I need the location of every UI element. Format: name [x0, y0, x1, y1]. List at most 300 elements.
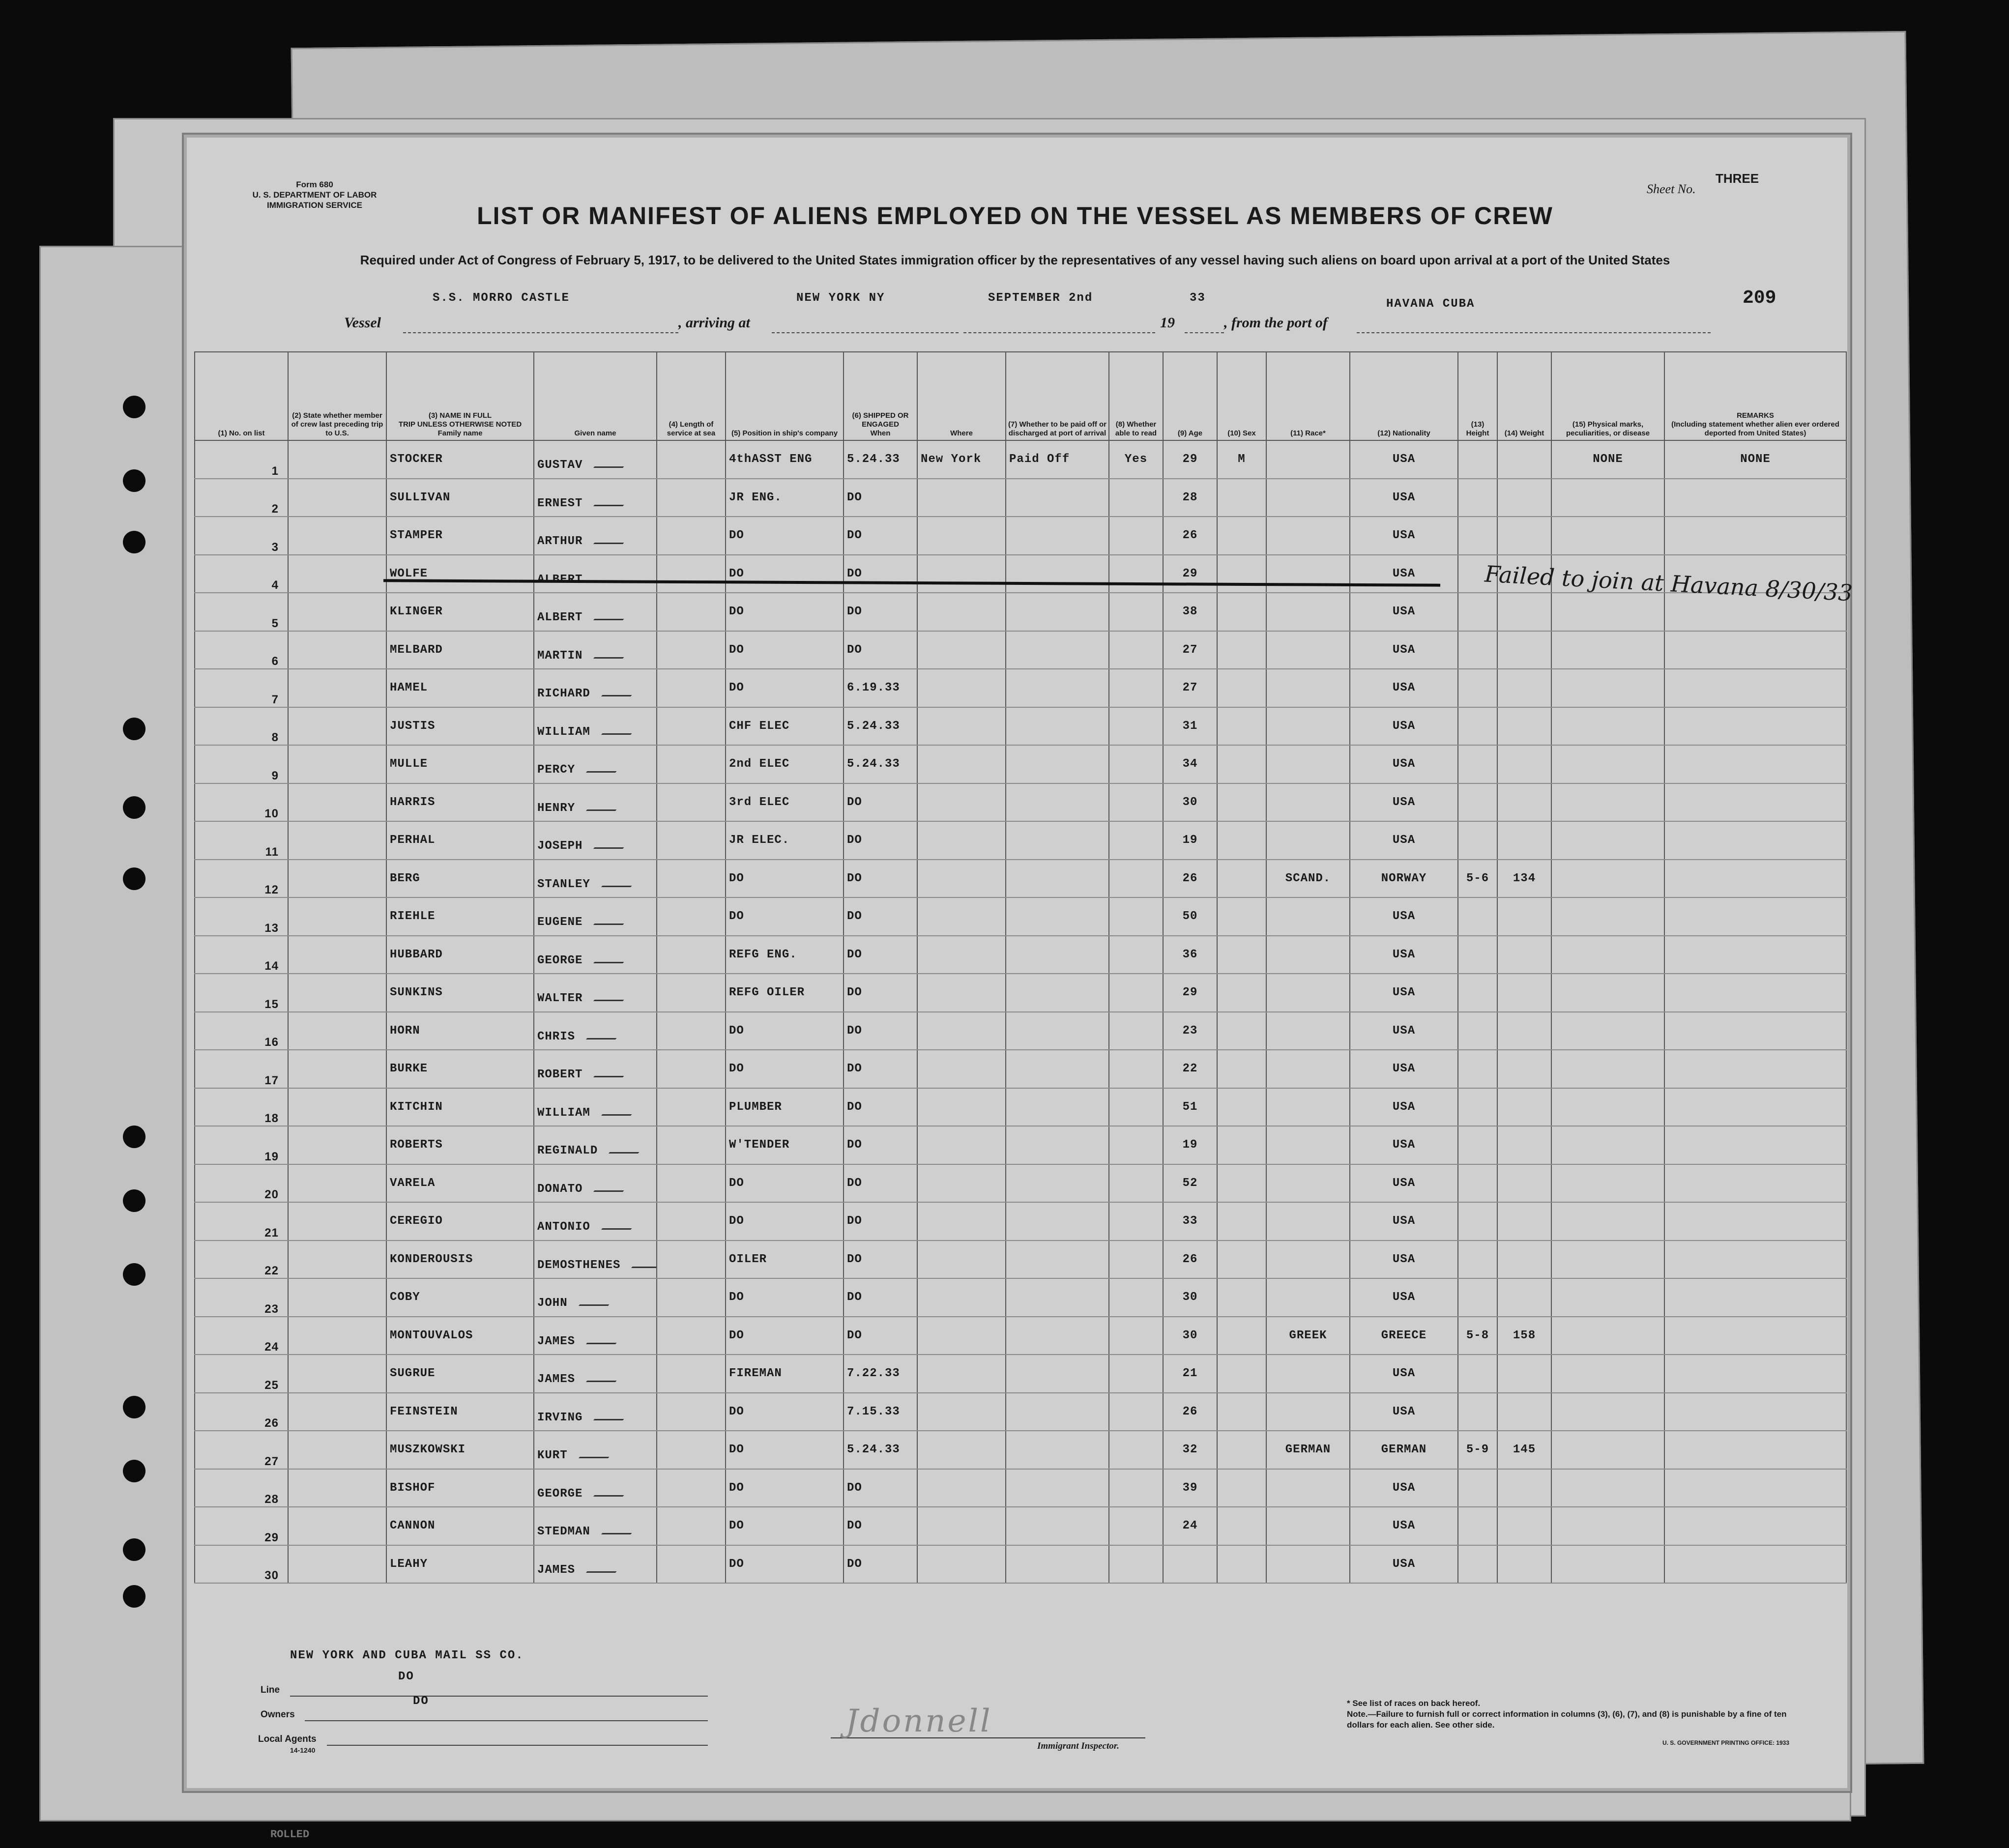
age-cell: 29: [1163, 974, 1217, 1012]
preceding-trip-cell: [288, 897, 386, 936]
shipped-where-cell: [917, 897, 1006, 936]
nationality-cell: USA: [1350, 897, 1458, 936]
check-mark-icon: [601, 675, 648, 696]
sex-cell: [1217, 517, 1266, 555]
read-cell: [1109, 1278, 1163, 1317]
table-row: [195, 1545, 1846, 1584]
row-number: 24: [195, 1317, 288, 1355]
family-name-cell: FEINSTEIN: [386, 1393, 534, 1431]
height-cell: [1458, 1393, 1497, 1431]
nationality-cell: USA: [1350, 1126, 1458, 1164]
year-rule: [1185, 332, 1224, 333]
race-cell: [1266, 1545, 1350, 1584]
age-cell: 31: [1163, 707, 1217, 746]
age-cell: 26: [1163, 860, 1217, 898]
service: IMMIGRATION SERVICE: [267, 201, 362, 210]
preceding-trip-cell: [288, 1507, 386, 1545]
paid-off-cell: [1006, 821, 1109, 860]
from-rule: [1357, 332, 1711, 333]
position-cell: DO: [726, 1012, 844, 1050]
row-number: 26: [195, 1393, 288, 1431]
shipped-where-cell: [917, 1393, 1006, 1431]
paid-off-cell: [1006, 593, 1109, 631]
remarks-cell: [1664, 1469, 1846, 1507]
sex-cell: [1217, 669, 1266, 707]
sex-cell: [1217, 1050, 1266, 1088]
position-cell: DO: [726, 555, 844, 593]
row-number: 16: [195, 1012, 288, 1050]
race-cell: [1266, 631, 1350, 669]
age-cell: 19: [1163, 821, 1217, 860]
nationality-cell: USA: [1350, 1507, 1458, 1545]
given-name-cell: [534, 1241, 657, 1279]
service-length-cell: [657, 745, 726, 783]
arriving-label: , arriving at: [678, 315, 750, 331]
given-name-text: WALTER: [537, 992, 583, 1006]
given-name-text: JAMES: [537, 1563, 576, 1577]
read-cell: [1109, 707, 1163, 746]
given-name-cell: [534, 440, 657, 479]
table-row: [195, 1431, 1846, 1469]
col-family-name: [386, 352, 534, 440]
preceding-trip-cell: [288, 1126, 386, 1164]
service-length-cell: [657, 593, 726, 631]
service-length-cell: [657, 555, 726, 593]
given-name-text: ARTHUR: [537, 535, 583, 549]
height-cell: 5-9: [1458, 1431, 1497, 1469]
paid-off-cell: [1006, 1202, 1109, 1241]
row-number: 20: [195, 1164, 288, 1203]
preceding-trip-cell: [288, 974, 386, 1012]
position-cell: DO: [726, 897, 844, 936]
family-name-cell: JUSTIS: [386, 707, 534, 746]
paid-off-cell: [1006, 783, 1109, 822]
row-number: 25: [195, 1355, 288, 1393]
service-length-cell: [657, 897, 726, 936]
shipped-when-cell: 6.19.33: [844, 669, 917, 707]
age-cell: 36: [1163, 936, 1217, 974]
race-cell: [1266, 1126, 1350, 1164]
col-shipped-where: Where: [917, 352, 1006, 440]
weight-cell: [1497, 936, 1551, 974]
shipped-where-cell: [917, 1507, 1006, 1545]
age-cell: [1163, 1545, 1217, 1584]
remarks-cell: [1664, 1355, 1846, 1393]
preceding-trip-cell: [288, 593, 386, 631]
age-cell: 30: [1163, 1317, 1217, 1355]
age-cell: 29: [1163, 440, 1217, 479]
race-cell: [1266, 1088, 1350, 1126]
height-cell: [1458, 1164, 1497, 1203]
service-length-cell: [657, 479, 726, 517]
given-name-cell: [534, 1126, 657, 1164]
paid-off-cell: [1006, 1355, 1109, 1393]
read-cell: [1109, 745, 1163, 783]
row-number: 22: [195, 1241, 288, 1279]
marks-cell: [1551, 821, 1664, 860]
age-cell: 33: [1163, 1202, 1217, 1241]
sex-cell: [1217, 1278, 1266, 1317]
line-label: Line: [261, 1685, 280, 1695]
table-row: [195, 1278, 1846, 1317]
age-cell: 32: [1163, 1431, 1217, 1469]
sex-cell: [1217, 707, 1266, 746]
shipped-where-cell: [917, 745, 1006, 783]
paid-off-cell: [1006, 1469, 1109, 1507]
nationality-cell: USA: [1350, 974, 1458, 1012]
marks-cell: [1551, 631, 1664, 669]
weight-cell: [1497, 1545, 1551, 1584]
given-name-text: ERNEST: [537, 496, 583, 510]
inspector-signature: [831, 1703, 1145, 1738]
service-length-cell: [657, 631, 726, 669]
sex-cell: [1217, 860, 1266, 898]
position-cell: DO: [726, 1469, 844, 1507]
check-mark-icon: [631, 1247, 657, 1268]
remarks-cell: [1664, 1393, 1846, 1431]
position-cell: DO: [726, 1507, 844, 1545]
height-cell: [1458, 479, 1497, 517]
check-mark-icon: [601, 1209, 648, 1230]
family-name-cell: BISHOF: [386, 1469, 534, 1507]
shipped-when-cell: DO: [844, 1241, 917, 1279]
read-cell: [1109, 936, 1163, 974]
remarks-cell: [1664, 1164, 1846, 1203]
age-cell: 29: [1163, 555, 1217, 593]
shipped-when-cell: DO: [844, 1278, 917, 1317]
check-mark-icon: [593, 1056, 641, 1077]
table-row: [195, 1393, 1846, 1431]
family-name-cell: WOLFE: [386, 555, 534, 593]
row-number: 27: [195, 1431, 288, 1469]
remarks-cell: [1664, 1202, 1846, 1241]
marks-cell: [1551, 1431, 1664, 1469]
back-page-stamp: ROLLED: [270, 1828, 310, 1841]
col-number: (1) No. on list: [195, 352, 288, 440]
age-cell: 39: [1163, 1469, 1217, 1507]
paid-off-cell: [1006, 1317, 1109, 1355]
col-age: (9) Age: [1163, 352, 1217, 440]
given-name-text: IRVING: [537, 1411, 583, 1424]
weight-cell: 145: [1497, 1431, 1551, 1469]
given-name-cell: [534, 1317, 657, 1355]
weight-cell: [1497, 669, 1551, 707]
remarks-cell: NONE: [1664, 440, 1846, 479]
family-name-cell: LEAHY: [386, 1545, 534, 1584]
given-name-cell: [534, 1545, 657, 1584]
row-number: 5: [195, 593, 288, 631]
shipped-when-cell: DO: [844, 593, 917, 631]
race-cell: [1266, 479, 1350, 517]
row-number: 11: [195, 821, 288, 860]
check-mark-icon: [593, 1475, 641, 1497]
sex-cell: [1217, 1317, 1266, 1355]
line-rule: [290, 1696, 708, 1697]
position-cell: OILER: [726, 1241, 844, 1279]
marks-cell: [1551, 1507, 1664, 1545]
family-name-cell: STAMPER: [386, 517, 534, 555]
sex-cell: [1217, 1126, 1266, 1164]
sex-cell: [1217, 1507, 1266, 1545]
paid-off-cell: [1006, 707, 1109, 746]
height-cell: [1458, 593, 1497, 631]
from-label: , from the port of: [1224, 315, 1328, 331]
nationality-cell: USA: [1350, 1355, 1458, 1393]
table-row: [195, 1317, 1846, 1355]
given-name-text: KURT: [537, 1449, 568, 1463]
family-name-cell: RIEHLE: [386, 897, 534, 936]
paid-off-cell: [1006, 1050, 1109, 1088]
table-row: [195, 1088, 1846, 1126]
shipped-when-cell: 7.15.33: [844, 1393, 917, 1431]
read-cell: [1109, 631, 1163, 669]
shipped-where-cell: [917, 1355, 1006, 1393]
given-name-cell: [534, 1393, 657, 1431]
race-cell: [1266, 897, 1350, 936]
sex-cell: [1217, 1202, 1266, 1241]
read-cell: [1109, 1355, 1163, 1393]
shipped-where-cell: [917, 974, 1006, 1012]
service-length-cell: [657, 1012, 726, 1050]
remarks-cell: [1664, 669, 1846, 707]
given-name-text: HENRY: [537, 801, 576, 815]
age-cell: 50: [1163, 897, 1217, 936]
given-name-cell: [534, 860, 657, 898]
remarks-cell: [1664, 1050, 1846, 1088]
remarks-cell: [1664, 783, 1846, 822]
family-name-cell: SUGRUE: [386, 1355, 534, 1393]
family-name-cell: HORN: [386, 1012, 534, 1050]
height-cell: [1458, 1126, 1497, 1164]
preceding-trip-cell: [288, 1241, 386, 1279]
remarks-cell: [1664, 936, 1846, 974]
nationality-cell: USA: [1350, 745, 1458, 783]
shipped-when-cell: DO: [844, 897, 917, 936]
given-name-text: JAMES: [537, 1334, 576, 1348]
check-mark-icon: [609, 1132, 656, 1154]
age-cell: 23: [1163, 1012, 1217, 1050]
sex-cell: [1217, 479, 1266, 517]
paid-off-cell: [1006, 1164, 1109, 1203]
family-name-cell: COBY: [386, 1278, 534, 1317]
weight-cell: [1497, 479, 1551, 517]
agents-label: Local Agents: [258, 1734, 317, 1744]
form-code: 14-1240: [290, 1746, 316, 1754]
preceding-trip-cell: [288, 1355, 386, 1393]
check-mark-icon: [593, 1171, 641, 1192]
vessel-rule: [403, 332, 678, 333]
col-sex: (10) Sex: [1217, 352, 1266, 440]
shipped-where-cell: [917, 631, 1006, 669]
paid-off-cell: [1006, 1278, 1109, 1317]
marks-cell: [1551, 1126, 1664, 1164]
given-name-text: ALBERT: [537, 573, 583, 586]
read-cell: [1109, 1126, 1163, 1164]
nationality-cell: USA: [1350, 1088, 1458, 1126]
given-name-text: GUSTAV: [537, 459, 583, 472]
page-title: LIST OR MANIFEST OF ALIENS EMPLOYED ON THE VESSEL AS MEMBERS OF CREW: [477, 202, 1553, 230]
marks-cell: [1551, 479, 1664, 517]
paid-off-cell: [1006, 1241, 1109, 1279]
family-name-cell: MUSZKOWSKI: [386, 1431, 534, 1469]
read-cell: [1109, 555, 1163, 593]
col-service-length: (4) Length of service at sea: [657, 352, 726, 440]
shipped-where-cell: [917, 593, 1006, 631]
position-cell: DO: [726, 1050, 844, 1088]
col-able-to-read: (8) Whether able to read: [1109, 352, 1163, 440]
height-cell: [1458, 707, 1497, 746]
weight-cell: [1497, 783, 1551, 822]
shipped-when-cell: DO: [844, 860, 917, 898]
height-cell: [1458, 1050, 1497, 1088]
weight-cell: [1497, 1088, 1551, 1126]
check-mark-icon: [593, 523, 641, 544]
page-number: 209: [1743, 288, 1776, 309]
table-row: [195, 1202, 1846, 1241]
check-mark-icon: [601, 1513, 648, 1534]
service-length-cell: [657, 1545, 726, 1584]
read-cell: [1109, 1050, 1163, 1088]
position-cell: DO: [726, 517, 844, 555]
weight-cell: [1497, 1393, 1551, 1431]
table-row: [195, 1507, 1846, 1545]
sex-cell: [1217, 974, 1266, 1012]
nationality-cell: USA: [1350, 1012, 1458, 1050]
age-cell: 24: [1163, 1507, 1217, 1545]
preceding-trip-cell: [288, 631, 386, 669]
table-row: [195, 593, 1846, 631]
remarks-cell: [1664, 517, 1846, 555]
race-cell: [1266, 821, 1350, 860]
age-cell: 28: [1163, 479, 1217, 517]
shipped-where-cell: New York: [917, 440, 1006, 479]
handwritten-note: Failed to join at Havana 8/30/33: [1484, 560, 1854, 606]
family-name-cell: CANNON: [386, 1507, 534, 1545]
weight-cell: [1497, 974, 1551, 1012]
shipped-when-cell: DO: [844, 1126, 917, 1164]
table-row: [195, 669, 1846, 707]
row-number: 19: [195, 1126, 288, 1164]
race-cell: [1266, 669, 1350, 707]
nationality-cell: USA: [1350, 479, 1458, 517]
preceding-trip-cell: [288, 1202, 386, 1241]
given-name-text: GEORGE: [537, 953, 583, 967]
height-cell: [1458, 1241, 1497, 1279]
shipped-where-cell: [917, 860, 1006, 898]
marks-cell: [1551, 517, 1664, 555]
page-subtitle: Required under Act of Congress of February 5, 1917, to be delivered to the United States immigration officer by the representatives of any vessel having such aliens on board upon arrival at a port of the United States: [360, 253, 1670, 267]
shipped-when-cell: DO: [844, 555, 917, 593]
service-length-cell: [657, 669, 726, 707]
remarks-cell: [1664, 1241, 1846, 1279]
weight-cell: [1497, 1278, 1551, 1317]
col-name-label: (3) NAME IN FULL: [428, 411, 492, 420]
age-cell: 38: [1163, 593, 1217, 631]
col-remarks-note: (Including statement whether alien ever ordered deported from United States): [1671, 420, 1839, 437]
preceding-trip-cell: [288, 1317, 386, 1355]
weight-cell: [1497, 1241, 1551, 1279]
row-number: 17: [195, 1050, 288, 1088]
shipped-when-cell: 5.24.33: [844, 745, 917, 783]
given-name-cell: [534, 707, 657, 746]
paid-off-cell: [1006, 897, 1109, 936]
shipped-when-cell: DO: [844, 631, 917, 669]
marks-cell: [1551, 1278, 1664, 1317]
race-cell: [1266, 1164, 1350, 1203]
paid-off-cell: [1006, 1126, 1109, 1164]
nationality-cell: NORWAY: [1350, 860, 1458, 898]
given-name-cell: [534, 593, 657, 631]
preceding-trip-cell: [288, 669, 386, 707]
shipped-where-cell: [917, 1202, 1006, 1241]
shipped-when-cell: DO: [844, 783, 917, 822]
shipped-when-cell: 5.24.33: [844, 1431, 917, 1469]
given-name-text: EUGENE: [537, 916, 583, 929]
sex-cell: [1217, 1545, 1266, 1584]
marks-cell: [1551, 1202, 1664, 1241]
owners-rule: [305, 1720, 708, 1721]
read-cell: [1109, 1545, 1163, 1584]
preceding-trip-cell: [288, 1012, 386, 1050]
service-length-cell: [657, 936, 726, 974]
preceding-trip-cell: [288, 1050, 386, 1088]
shipped-when-cell: DO: [844, 1202, 917, 1241]
nationality-cell: USA: [1350, 1050, 1458, 1088]
paid-off-cell: [1006, 669, 1109, 707]
weight-cell: [1497, 897, 1551, 936]
remarks-cell: [1664, 1012, 1846, 1050]
nationality-cell: GERMAN: [1350, 1431, 1458, 1469]
preceding-trip-cell: [288, 479, 386, 517]
check-mark-icon: [586, 751, 633, 773]
nationality-cell: GREECE: [1350, 1317, 1458, 1355]
check-mark-icon: [593, 942, 641, 963]
given-name-cell: [534, 974, 657, 1012]
service-length-cell: [657, 1507, 726, 1545]
race-cell: [1266, 974, 1350, 1012]
race-cell: [1266, 1278, 1350, 1317]
shipped-where-cell: [917, 1126, 1006, 1164]
given-name-cell: [534, 1088, 657, 1126]
read-cell: [1109, 1469, 1163, 1507]
read-cell: [1109, 517, 1163, 555]
check-mark-icon: [586, 1361, 633, 1382]
position-cell: DO: [726, 1164, 844, 1203]
col-weight: (14) Weight: [1497, 352, 1551, 440]
remarks-cell: [1664, 479, 1846, 517]
race-cell: [1266, 1050, 1350, 1088]
given-name-text: JAMES: [537, 1373, 576, 1386]
nationality-cell: USA: [1350, 1469, 1458, 1507]
height-cell: [1458, 783, 1497, 822]
weight-cell: [1497, 1202, 1551, 1241]
check-mark-icon: [586, 1323, 633, 1344]
check-mark-icon: [601, 1095, 648, 1116]
arriving-value: NEW YORK NY: [796, 291, 885, 305]
weight-cell: [1497, 631, 1551, 669]
service-length-cell: [657, 440, 726, 479]
nationality-cell: USA: [1350, 555, 1458, 593]
shipped-when-cell: DO: [844, 1088, 917, 1126]
vessel-label: Vessel: [344, 315, 381, 331]
shipped-when-cell: DO: [844, 1317, 917, 1355]
marks-cell: [1551, 1355, 1664, 1393]
remarks-cell: [1664, 897, 1846, 936]
age-cell: 30: [1163, 783, 1217, 822]
marks-cell: [1551, 1393, 1664, 1431]
weight-cell: [1497, 1355, 1551, 1393]
nationality-cell: USA: [1350, 440, 1458, 479]
